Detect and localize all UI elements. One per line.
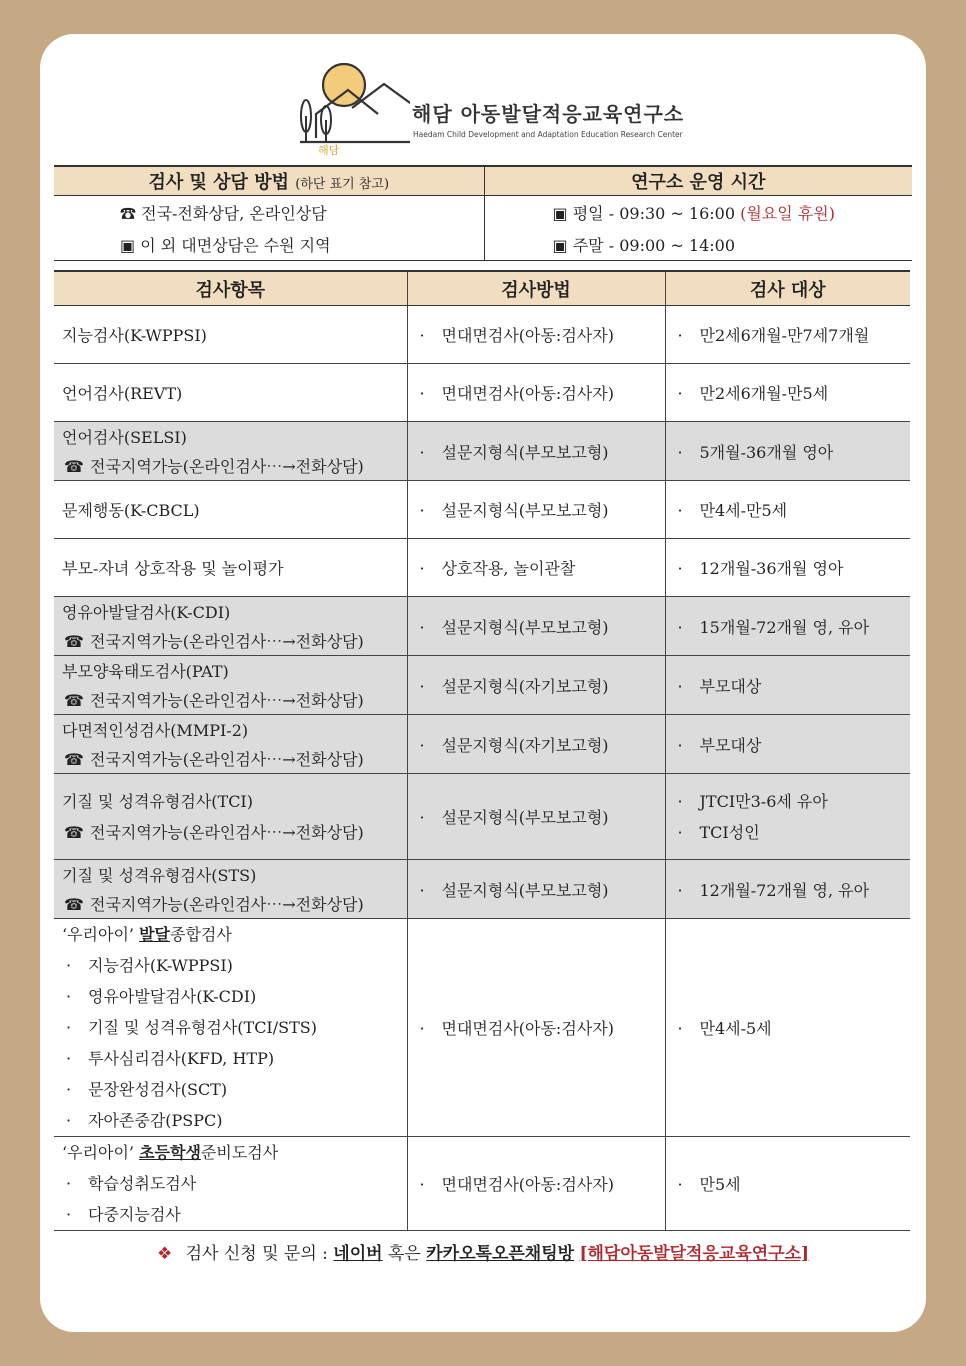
nationwide-note: 전국지역가능(온라인검사⋯→전화상담) xyxy=(90,750,364,769)
table-row xyxy=(54,656,910,715)
test-target: · 만2세6개월-만5세 xyxy=(665,364,910,422)
test-item: 부모-자녀 상호작용 및 놀이평가 xyxy=(54,539,407,597)
table-row xyxy=(54,364,910,422)
test-item: 언어검사(SELSI) ☎ 전국지역가능(온라인검사⋯→전화상담) xyxy=(54,422,407,481)
phone-icon: ☎ xyxy=(64,750,84,769)
test-method: · 설문지형식(자기보고형) xyxy=(407,715,665,774)
weekend-hours: ▣ 주말 - 09:00 ~ 14:00 xyxy=(484,228,912,261)
test-target: · 부모대상 xyxy=(665,656,910,715)
table-row xyxy=(54,774,910,860)
nationwide-note: 전국지역가능(온라인검사⋯→전화상담) xyxy=(90,895,364,914)
phone-icon: ☎ xyxy=(120,203,137,223)
col-header-method: 검사방법 xyxy=(407,271,665,306)
closed-note: (월요일 휴원) xyxy=(740,203,835,223)
table-row xyxy=(54,860,910,919)
test-method: · 설문지형식(자기보고형) xyxy=(407,656,665,715)
test-table xyxy=(54,270,910,1231)
phone-icon: ☎ xyxy=(64,822,84,842)
nationwide-note: 전국지역가능(온라인검사⋯→전화상담) xyxy=(90,691,364,710)
table-row xyxy=(54,919,910,1137)
test-item: 부모양육태도검사(PAT) ☎ 전국지역가능(온라인검사⋯→전화상담) xyxy=(54,656,407,715)
test-item: 기질 및 성격유형검사(TCI) ☎ 전국지역가능(온라인검사⋯→전화상담) xyxy=(54,774,407,860)
box-icon: ▣ xyxy=(552,235,568,255)
test-item: ‘우리아이’ 발달종합검사 · 지능검사(K-WPPSI) · 영유아발달검사(K-CDI) · 기질 및 성격유형검사(TCI/STS) · 투사심리검사(KFD, HTP) · 문장완성검사(SCT) · 자아존중감(PSPC) xyxy=(54,919,407,1137)
phone-icon: ☎ xyxy=(64,632,84,651)
table-row xyxy=(54,715,910,774)
info-table xyxy=(54,165,912,261)
test-target: · JTCI만3-6세 유아 · TCI성인 xyxy=(665,774,910,860)
kakao-link[interactable]: 카카오톡오픈채팅방 xyxy=(426,1244,575,1264)
test-target: · 만2세6개월-만7세7개월 xyxy=(665,306,910,364)
center-name: [해담아동발달적응교육연구소] xyxy=(579,1244,810,1264)
test-target: · 만5세 xyxy=(665,1137,910,1231)
col-header-target: 검사 대상 xyxy=(665,271,910,306)
nationwide-note: 전국지역가능(온라인검사⋯→전화상담) xyxy=(90,457,364,476)
consult-method-header: 검사 및 상담 방법 (하단 표기 참고) xyxy=(54,166,484,196)
test-item: 기질 및 성격유형검사(STS) ☎ 전국지역가능(온라인검사⋯→전화상담) xyxy=(54,860,407,919)
table-row xyxy=(54,539,910,597)
consult-method-line: ▣ 이 외 대면상담은 수원 지역 xyxy=(54,228,484,261)
col-header-item: 검사항목 xyxy=(54,271,407,306)
consult-method-line: ☎ 전국-전화상담, 온라인상담 xyxy=(120,203,327,223)
nationwide-note: 전국지역가능(온라인검사⋯→전화상담) xyxy=(90,632,364,651)
test-item: 언어검사(REVT) xyxy=(54,364,407,422)
box-icon: ▣ xyxy=(120,235,136,255)
test-method: · 설문지형식(부모보고형) xyxy=(407,860,665,919)
test-method: · 설문지형식(부모보고형) xyxy=(407,597,665,656)
table-row xyxy=(54,422,910,481)
test-method: · 설문지형식(부모보고형) xyxy=(407,774,665,860)
test-method: · 설문지형식(부모보고형) xyxy=(407,481,665,539)
test-method: · 면대면검사(아동:검사자) xyxy=(407,364,665,422)
brand-name: 해담 아동발달적응교육연구소 xyxy=(412,102,685,126)
test-target: · 12개월-36개월 영아 xyxy=(665,539,910,597)
table-row xyxy=(54,1137,910,1231)
phone-icon: ☎ xyxy=(64,895,84,914)
test-item: 영유아발달검사(K-CDI) ☎ 전국지역가능(온라인검사⋯→전화상담) xyxy=(54,597,407,656)
phone-icon: ☎ xyxy=(64,691,84,710)
test-target: · 5개월-36개월 영아 xyxy=(665,422,910,481)
brand-name-en: Haedam Child Development and Adaptation Education Research Center xyxy=(413,130,683,139)
test-target: · 만4세-5세 xyxy=(665,919,910,1137)
test-method: · 면대면검사(아동:검사자) xyxy=(407,1137,665,1231)
naver-link[interactable]: 네이버 xyxy=(333,1244,383,1264)
page-card xyxy=(40,34,926,1332)
operating-hours-header: 연구소 운영 시간 xyxy=(484,166,912,196)
test-method: · 설문지형식(부모보고형) xyxy=(407,422,665,481)
table-row xyxy=(54,597,910,656)
table-row xyxy=(54,306,910,364)
table-row xyxy=(54,481,910,539)
test-target: · 부모대상 xyxy=(665,715,910,774)
test-method: · 상호작용, 놀이관찰 xyxy=(407,539,665,597)
test-method: · 면대면검사(아동:검사자) xyxy=(407,306,665,364)
footer-inquiry: ❖ 검사 신청 및 문의 : 네이버 혹은 카카오톡오픈채팅방 [해담아동발달적응교육연구소] xyxy=(156,1244,810,1264)
test-item: ‘우리아이’ 초등학생준비도검사 · 학습성취도검사 · 다중지능검사 xyxy=(54,1137,407,1231)
test-item: 문제행동(K-CBCL) xyxy=(54,481,407,539)
diamond-icon: ❖ xyxy=(156,1244,173,1264)
test-target: · 12개월-72개월 영, 유아 xyxy=(665,860,910,919)
test-method: · 면대면검사(아동:검사자) xyxy=(407,919,665,1137)
test-target: · 15개월-72개월 영, 유아 xyxy=(665,597,910,656)
brand-header xyxy=(260,58,710,158)
test-item: 지능검사(K-WPPSI) xyxy=(54,306,407,364)
test-item: 다면적인성검사(MMPI-2) ☎ 전국지역가능(온라인검사⋯→전화상담) xyxy=(54,715,407,774)
weekday-hours: ▣ 평일 - 09:30 ~ 16:00 (월요일 휴원) xyxy=(484,196,912,229)
nationwide-note: 전국지역가능(온라인검사⋯→전화상담) xyxy=(90,822,364,842)
box-icon: ▣ xyxy=(552,203,568,223)
logo-text: 해담 xyxy=(318,144,340,157)
phone-icon: ☎ xyxy=(64,457,84,476)
test-target: · 만4세-만5세 xyxy=(665,481,910,539)
